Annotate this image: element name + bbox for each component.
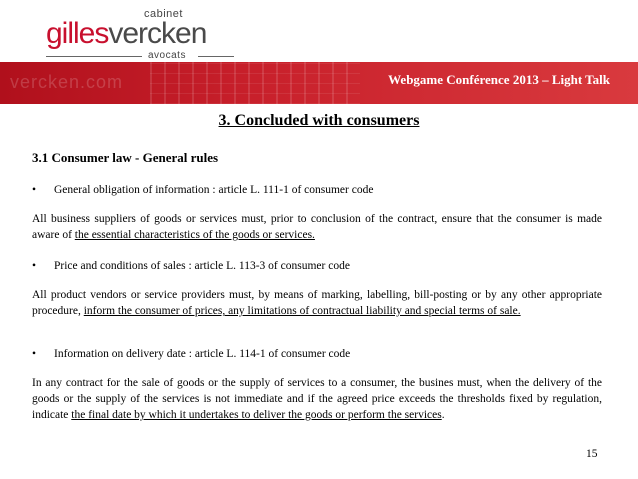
logo-rule-right <box>198 56 234 57</box>
bullet-text: Information on delivery date : article L. 114-1 of consumer code <box>54 348 351 360</box>
bullet-symbol: • <box>32 184 37 196</box>
paragraph-tail: . <box>441 409 445 421</box>
logo <box>46 8 236 66</box>
band-pattern <box>150 62 360 104</box>
bullet-item <box>32 260 350 272</box>
bullet-symbol: • <box>32 348 37 360</box>
paragraph-underlined: the final date by which it undertakes to deliver the goods or perform the services <box>71 409 442 421</box>
paragraph <box>32 287 602 319</box>
bullet-item <box>32 184 373 196</box>
bullet-item <box>32 348 350 360</box>
paragraph <box>32 375 602 423</box>
paragraph <box>32 211 602 243</box>
bullet-symbol: • <box>32 260 37 272</box>
slide-title: 3. Concluded with consumers <box>218 112 420 129</box>
header-band <box>0 62 638 104</box>
logo-brand-part1: gilles <box>46 17 109 50</box>
bullet-text: Price and conditions of sales : article L. 113-3 of consumer code <box>54 260 350 272</box>
logo-top-word: cabinet <box>144 8 183 20</box>
logo-rule-left <box>46 56 142 57</box>
conference-label: Webgame Conférence 2013 – Light Talk <box>388 72 610 87</box>
paragraph-text: In any contract for the sale of goods or the supply of services to a consumer, the busines must, when the delivery of the goods or the supply of the services is not immediate and if the agreed price exceeds the thresholds fixed by regulation, indicate <box>32 377 602 421</box>
section-heading: 3.1 Consumer law - General rules <box>32 150 219 165</box>
page-number: 15 <box>586 448 598 460</box>
logo-bottom-word: avocats <box>148 50 186 61</box>
paragraph-underlined: inform the consumer of prices, any limitations of contractual liability and special terms of sale. <box>83 305 521 317</box>
paragraph-text: All business suppliers of goods or services must, prior to conclusion of the contract, ensure that the consumer is made aware of <box>32 213 602 241</box>
logo-brand <box>46 17 206 51</box>
bullet-text: General obligation of information : article L. 111-1 of consumer code <box>54 184 374 196</box>
logo-brand-part2: vercken <box>108 17 207 50</box>
paragraph-underlined: the essential characteristics of the goods or services. <box>74 229 315 241</box>
band-watermark: vercken.com <box>10 72 124 92</box>
paragraph-text: All product vendors or service providers must, by means of marking, labelling, bill-posting or by any other appropriate procedure, <box>32 289 602 317</box>
